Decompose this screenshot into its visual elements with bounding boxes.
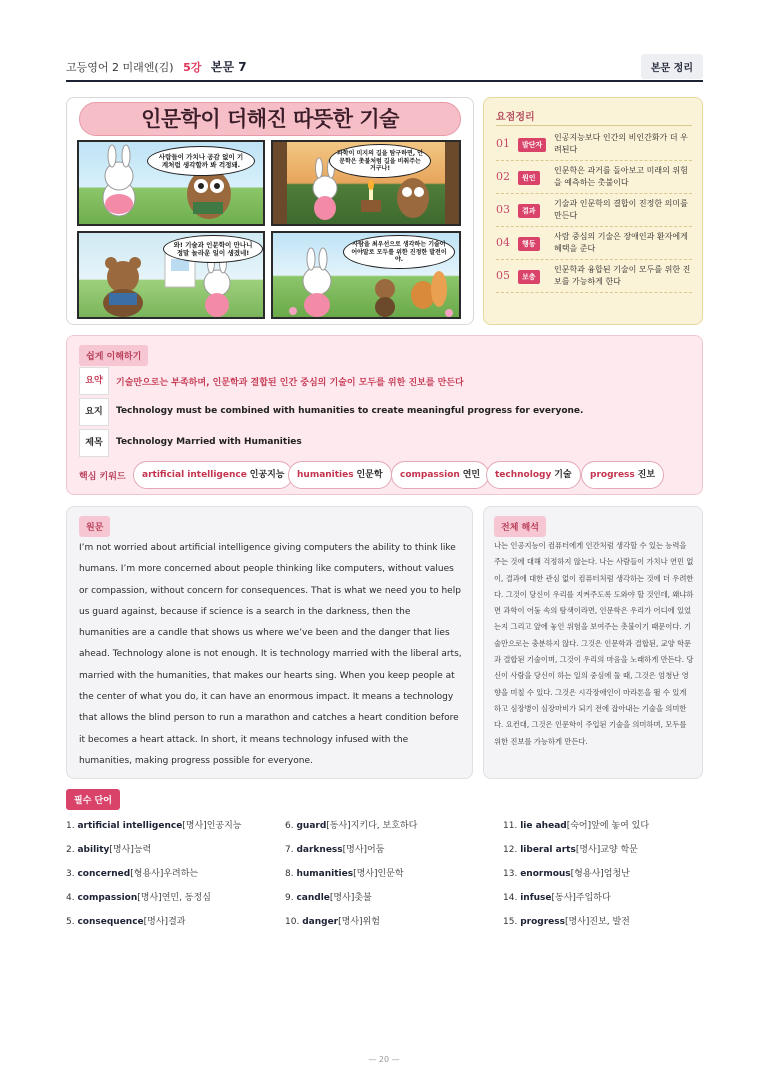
vocab-number: 11. (503, 821, 518, 831)
vocab-number: 10. (285, 917, 300, 927)
vocab-meaning: [동사]지키다, 보호하다 (326, 821, 418, 831)
key-point-number: 03 (496, 203, 510, 216)
key-point-item (496, 261, 692, 293)
row-label: 요지 (79, 398, 109, 426)
vocab-item (66, 842, 241, 866)
key-point-text: 기술과 인문학의 결합이 진정한 의미를 만든다 (554, 199, 688, 220)
vocab-item (503, 842, 649, 866)
keyword-ko: 인공지능 (249, 470, 285, 480)
vocab-meaning: [명사]촛불 (329, 893, 372, 903)
key-point-number: 04 (496, 236, 510, 249)
vocab-item (66, 866, 241, 890)
vocab-number: 9. (285, 893, 294, 903)
keyword-ko: 진보 (637, 470, 656, 480)
comic-panel-1 (77, 140, 265, 226)
page-header (66, 54, 703, 82)
lesson-number: 5강 (183, 61, 202, 74)
original-text: I’m not worried about artificial intelligence giving computers the ability to think like humans. I’m more concerned about people thinking like computers, without values or compassion, without concern for consequences. That is what we need you to help us guard against, because if science is a search in the darkness, then the humanities are a candle that shows us where we’ve been and the danger that lies ahead. Technology alone is not enough. It is technology married with the liberal arts, married with the humanities, that makes our hearts sing. When you keep people at the center of what you do, it can have an enormous impact. It means a technology that allows the blind person to run a marathon and catches a heart condition before it becomes a heart attack. In short, it means technology infused with the humanities, making progress possible for everyone. (79, 543, 462, 766)
vocab-meaning: [명사]인문학 (353, 869, 404, 879)
main-idea-row (79, 398, 693, 426)
vocab-word: progress (520, 917, 565, 927)
vocab-word: concerned (77, 869, 131, 879)
vocabulary-column-2 (285, 818, 417, 938)
section-tag: 본문 정리 (641, 54, 703, 79)
divider (496, 125, 692, 126)
easy-understanding-box (66, 335, 703, 495)
vocab-number: 2. (66, 845, 75, 855)
vocab-number: 6. (285, 821, 294, 831)
vocabulary-column-1 (66, 818, 241, 938)
vocab-item (285, 914, 417, 938)
vocab-item (66, 890, 241, 914)
speech-bubble-3: 와! 기술과 인문학이 만나니 정말 놀라운 일이 생겼네! (163, 235, 263, 263)
original-text-box (66, 506, 473, 779)
vocab-meaning: [숙어]앞에 놓여 있다 (566, 821, 650, 831)
vocab-meaning: [형용사]우려하는 (130, 869, 199, 879)
key-point-item (496, 162, 692, 194)
vocab-item (66, 818, 241, 842)
row-label: 제목 (79, 429, 109, 457)
row-value: Technology must be combined with humanities to create meaningful progress for everyone. (116, 406, 584, 416)
key-point-text: 인문학과 융합된 기술이 모두를 위한 진보를 가능하게 한다 (554, 265, 691, 286)
vocab-meaning: [명사]어둠 (342, 845, 385, 855)
key-point-badge: 원인 (518, 171, 540, 185)
vocab-item (503, 818, 649, 842)
key-points-box (483, 97, 703, 325)
keyword-chip (581, 461, 664, 489)
keyword-en: compassion (400, 470, 460, 480)
vocabulary-column-3 (503, 818, 649, 938)
vocab-number: 8. (285, 869, 294, 879)
vocab-meaning: [명사]교양 학문 (575, 845, 638, 855)
keyword-en: progress (590, 470, 635, 480)
vocab-number: 15. (503, 917, 518, 927)
row-label: 요약 (79, 367, 109, 395)
vocab-meaning: [형용사]엄청난 (570, 869, 630, 879)
vocab-item (503, 866, 649, 890)
vocab-number: 14. (503, 893, 518, 903)
vocab-word: guard (296, 821, 327, 831)
key-point-number: 05 (496, 269, 510, 282)
keyword-en: artificial intelligence (142, 470, 247, 480)
vocab-item (503, 914, 649, 938)
keyword-chip (133, 461, 293, 489)
key-point-item (496, 195, 692, 227)
vocab-word: danger (302, 917, 339, 927)
key-point-number: 01 (496, 137, 510, 150)
vocab-number: 5. (66, 917, 75, 927)
vocab-meaning: [명사]능력 (109, 845, 152, 855)
vocab-number: 4. (66, 893, 75, 903)
vocab-meaning: [명사]위험 (338, 917, 380, 927)
key-point-text: 인공지능보다 인간의 비인간화가 더 우려된다 (554, 133, 688, 154)
key-point-number: 02 (496, 170, 510, 183)
original-text-label: 원문 (79, 516, 110, 537)
vocab-number: 13. (503, 869, 518, 879)
comic-panel-3 (77, 231, 265, 319)
keyword-chip (391, 461, 489, 489)
speech-bubble-1: 사람들이 가치나 공감 없이 기계처럼 생각할까 봐 걱정돼. (147, 146, 255, 176)
vocab-word: liberal arts (520, 845, 576, 855)
keyword-ko: 인문학 (356, 470, 383, 480)
key-point-item (496, 129, 692, 161)
translation-text: 나는 인공지능이 컴퓨터에게 인간처럼 생각할 수 있는 능력을 주는 것에 대해 걱정하지 않는다. 나는 사람들이 가치나 연민 없이, 결과에 대한 관심 없이 컴퓨터처럼 생각하는 것에 더 우려한다. 그것이 당신이 우리를 지켜주도록 도와야 할 것인데, 왜냐하면 과학이 어둠 속의 탐색이라면, 인문학은 우리가 어디에 있었는지 그리고 앞에 놓인 위험을 보여주는 촛불이기 때문이다. 기술만으로는 충분하지 않다. 그것은 인문학과 결합된, 교양 학문과 결합된 기술이며, 그것이 우리의 마음을 노래하게 만든다. 당신이 사람을 당신이 하는 일의 중심에 둘 때, 그것은 엄청난 영향을 미칠 수 있다. 그것은 시각장애인이 마라톤을 뛸 수 있게 하고 심장병이 심장마비가 되기 전에 잡아내는 기술을 의미한다. 요컨대, 그것은 인문학이 주입된 기술을 의미하며, 모두를 위한 진보를 가능하게 만든다. (494, 541, 694, 746)
vocab-meaning: [명사]인공지능 (182, 821, 242, 831)
vocab-word: humanities (296, 869, 354, 879)
key-point-badge: 보충 (518, 270, 540, 284)
course-name: 고등영어 2 미래엔(김) (66, 61, 174, 74)
vocab-meaning: [명사]진보, 발전 (564, 917, 630, 927)
vocab-item (503, 890, 649, 914)
vocab-word: consequence (77, 917, 144, 927)
comic-illustration (66, 97, 474, 325)
keyword-chip (486, 461, 581, 489)
vocab-number: 3. (66, 869, 75, 879)
vocab-item (285, 890, 417, 914)
section-title: 본문 7 (210, 60, 247, 74)
vocab-number: 12. (503, 845, 518, 855)
title-row (79, 429, 693, 457)
speech-bubble-2: 과학이 미지의 길을 탐구하면, 인문학은 촛불처럼 길을 비춰주는 거구나! (329, 144, 431, 178)
vocab-item (285, 842, 417, 866)
speech-bubble-4: 사람을 최우선으로 생각하는 기술이어야말로 모두를 위한 진정한 발전이야. (343, 235, 455, 269)
key-point-item (496, 228, 692, 260)
vocab-item (66, 914, 241, 938)
vocab-item (285, 818, 417, 842)
vocab-word: darkness (296, 845, 343, 855)
comic-panel-4 (271, 231, 461, 319)
vocab-item (285, 866, 417, 890)
page-number: — 20 — (368, 1055, 400, 1064)
keywords-label: 핵심 키워드 (79, 472, 126, 482)
summary-row (79, 367, 693, 395)
key-point-badge: 행동 (518, 237, 540, 251)
key-point-text: 인문학은 과거를 돌아보고 미래의 위험을 예측하는 촛불이다 (554, 166, 688, 187)
vocab-number: 1. (66, 821, 75, 831)
vocab-word: candle (296, 893, 330, 903)
keyword-chip (288, 461, 392, 489)
vocab-word: enormous (520, 869, 571, 879)
keyword-ko: 기술 (554, 470, 572, 480)
keyword-en: technology (495, 470, 552, 480)
header-breadcrumb (66, 58, 247, 75)
comic-panel-2 (271, 140, 461, 226)
vocab-word: lie ahead (520, 821, 567, 831)
comic-title: 인문학이 더해진 따뜻한 기술 (79, 102, 461, 136)
key-point-badge: 발단자 (518, 138, 546, 152)
easy-understanding-label: 쉽게 이해하기 (79, 345, 148, 366)
keyword-ko: 연민 (462, 470, 481, 480)
vocab-word: compassion (77, 893, 138, 903)
row-value: 기술만으로는 부족하며, 인문학과 결합된 인간 중심의 기술이 모두를 위한 진보를 만든다 (116, 378, 464, 388)
vocabulary-label: 필수 단어 (66, 789, 120, 810)
vocab-word: ability (77, 845, 110, 855)
translation-box (483, 506, 703, 779)
vocab-meaning: [동사]주입하다 (551, 893, 611, 903)
key-point-text: 사람 중심의 기술은 장애인과 환자에게 혜택을 준다 (554, 232, 688, 253)
row-value: Technology Married with Humanities (116, 437, 302, 447)
vocab-word: artificial intelligence (77, 821, 183, 831)
vocab-word: infuse (520, 893, 552, 903)
vocab-number: 7. (285, 845, 294, 855)
key-points-title: 요점정리 (496, 112, 535, 123)
translation-label: 전체 해석 (494, 516, 546, 537)
keyword-en: humanities (297, 470, 354, 480)
vocab-meaning: [명사]결과 (143, 917, 186, 927)
key-point-badge: 결과 (518, 204, 540, 218)
vocab-meaning: [명사]연민, 동정심 (137, 893, 211, 903)
